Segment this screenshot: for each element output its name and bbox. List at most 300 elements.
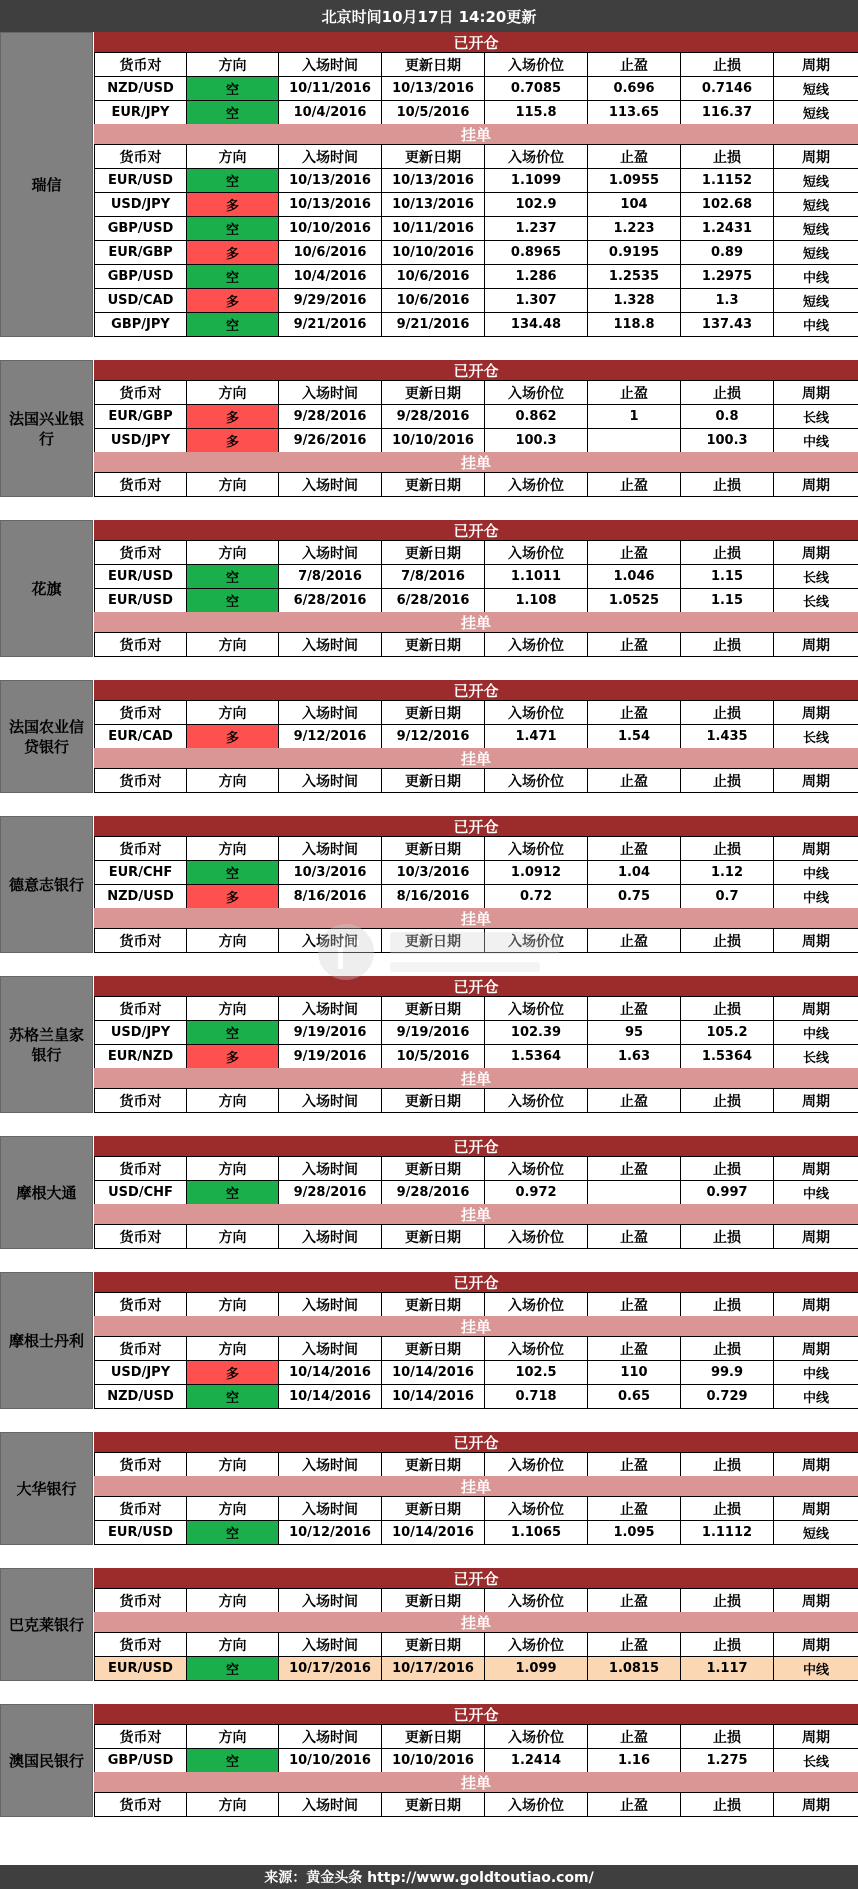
table-row <box>94 884 858 908</box>
cell-stop-loss: 99.9 <box>680 1360 774 1385</box>
table-header-row <box>94 52 858 76</box>
header-entry-price: 入场价位 <box>484 996 588 1021</box>
header-direction: 方向 <box>186 996 279 1021</box>
source-footer: 来源：黄金头条 http://www.goldtoutiao.com/ <box>0 1865 858 1889</box>
table-row <box>94 168 858 192</box>
cell-pair: USD/JPY <box>94 1360 187 1385</box>
cell-take-profit: 118.8 <box>587 312 681 337</box>
cell-direction: 多 <box>186 428 279 453</box>
cell-period: 短线 <box>773 1520 858 1545</box>
cell-stop-loss: 102.68 <box>680 192 774 217</box>
header-update-date: 更新日期 <box>381 632 485 657</box>
header-stop-loss: 止损 <box>680 380 774 405</box>
open-positions-header: 已开仓 <box>94 1432 858 1452</box>
header-update-date: 更新日期 <box>381 380 485 405</box>
header-take-profit: 止盈 <box>587 1632 681 1657</box>
header-period: 周期 <box>773 1452 858 1477</box>
pending-orders-header: 挂单 <box>94 124 858 144</box>
header-update-date: 更新日期 <box>381 700 485 725</box>
cell-direction: 空 <box>186 860 279 885</box>
header-period: 周期 <box>773 1292 858 1317</box>
cell-period: 短线 <box>773 240 858 265</box>
cell-direction: 多 <box>186 884 279 909</box>
cell-direction: 空 <box>186 1520 279 1545</box>
table-row <box>94 1656 858 1680</box>
cell-take-profit: 1.328 <box>587 288 681 313</box>
cell-take-profit: 1.2535 <box>587 264 681 289</box>
bank-name: 花旗 <box>0 520 93 657</box>
table-row <box>94 724 858 748</box>
header-stop-loss: 止损 <box>680 1452 774 1477</box>
header-entry-time: 入场时间 <box>278 1632 382 1657</box>
header-entry-time: 入场时间 <box>278 1336 382 1361</box>
cell-update-date: 10/6/2016 <box>381 264 485 289</box>
header-entry-time: 入场时间 <box>278 1792 382 1817</box>
header-entry-time: 入场时间 <box>278 1452 382 1477</box>
pending-orders-header: 挂单 <box>94 908 858 928</box>
table-row <box>94 76 858 100</box>
header-update-date: 更新日期 <box>381 1452 485 1477</box>
header-update-date: 更新日期 <box>381 1156 485 1181</box>
header-update-date: 更新日期 <box>381 1724 485 1749</box>
cell-pair: EUR/USD <box>94 1520 187 1545</box>
cell-update-date: 10/11/2016 <box>381 216 485 241</box>
cell-entry-time: 9/12/2016 <box>278 724 382 749</box>
cell-entry-price: 100.3 <box>484 428 588 453</box>
cell-period: 中线 <box>773 264 858 289</box>
table-header-row <box>94 1452 858 1476</box>
header-direction: 方向 <box>186 836 279 861</box>
cell-update-date: 10/10/2016 <box>381 1748 485 1773</box>
header-pair: 货币对 <box>94 1088 187 1113</box>
header-direction: 方向 <box>186 144 279 169</box>
cell-entry-time: 9/19/2016 <box>278 1020 382 1045</box>
cell-take-profit <box>587 1180 681 1205</box>
cell-direction: 多 <box>186 724 279 749</box>
bank-name: 瑞信 <box>0 32 93 337</box>
header-pair: 货币对 <box>94 144 187 169</box>
header-pair: 货币对 <box>94 1292 187 1317</box>
header-take-profit: 止盈 <box>587 1156 681 1181</box>
table-row <box>94 1044 858 1068</box>
header-stop-loss: 止损 <box>680 768 774 793</box>
header-take-profit: 止盈 <box>587 836 681 861</box>
pending-orders-header: 挂单 <box>94 1612 858 1632</box>
header-entry-time: 入场时间 <box>278 1724 382 1749</box>
bank-name: 澳国民银行 <box>0 1704 93 1817</box>
pending-orders-header: 挂单 <box>94 1476 858 1496</box>
header-period: 周期 <box>773 1156 858 1181</box>
table-row <box>94 100 858 124</box>
cell-take-profit: 0.696 <box>587 76 681 101</box>
header-entry-price: 入场价位 <box>484 472 588 497</box>
cell-period: 长线 <box>773 1748 858 1773</box>
cell-period: 中线 <box>773 1360 858 1385</box>
header-pair: 货币对 <box>94 1224 187 1249</box>
header-stop-loss: 止损 <box>680 1632 774 1657</box>
header-entry-price: 入场价位 <box>484 144 588 169</box>
header-period: 周期 <box>773 1088 858 1113</box>
cell-stop-loss: 1.117 <box>680 1656 774 1681</box>
header-update-date: 更新日期 <box>381 836 485 861</box>
cell-entry-time: 10/11/2016 <box>278 76 382 101</box>
header-update-date: 更新日期 <box>381 928 485 953</box>
header-period: 周期 <box>773 1724 858 1749</box>
cell-period: 中线 <box>773 1020 858 1045</box>
header-entry-time: 入场时间 <box>278 52 382 77</box>
cell-stop-loss: 1.2431 <box>680 216 774 241</box>
cell-pair: EUR/GBP <box>94 404 187 429</box>
cell-entry-price: 1.2414 <box>484 1748 588 1773</box>
table-row <box>94 288 858 312</box>
header-direction: 方向 <box>186 380 279 405</box>
header-pair: 货币对 <box>94 472 187 497</box>
bank-name: 摩根士丹利 <box>0 1272 93 1409</box>
pending-orders-header: 挂单 <box>94 1772 858 1792</box>
table-row <box>94 216 858 240</box>
cell-entry-time: 10/10/2016 <box>278 1748 382 1773</box>
cell-update-date: 10/13/2016 <box>381 168 485 193</box>
cell-direction: 空 <box>186 1384 279 1409</box>
header-take-profit: 止盈 <box>587 1792 681 1817</box>
cell-entry-time: 10/6/2016 <box>278 240 382 265</box>
header-stop-loss: 止损 <box>680 1156 774 1181</box>
cell-pair: USD/CAD <box>94 288 187 313</box>
cell-direction: 空 <box>186 1748 279 1773</box>
header-stop-loss: 止损 <box>680 1792 774 1817</box>
cell-entry-time: 9/19/2016 <box>278 1044 382 1069</box>
cell-direction: 多 <box>186 240 279 265</box>
open-positions-header: 已开仓 <box>94 32 858 52</box>
header-direction: 方向 <box>186 1588 279 1613</box>
header-take-profit: 止盈 <box>587 1292 681 1317</box>
header-direction: 方向 <box>186 700 279 725</box>
header-take-profit: 止盈 <box>587 700 681 725</box>
header-stop-loss: 止损 <box>680 52 774 77</box>
cell-entry-time: 10/17/2016 <box>278 1656 382 1681</box>
cell-entry-price: 0.8965 <box>484 240 588 265</box>
cell-pair: EUR/USD <box>94 168 187 193</box>
cell-stop-loss: 0.7 <box>680 884 774 909</box>
cell-take-profit <box>587 428 681 453</box>
header-entry-time: 入场时间 <box>278 1224 382 1249</box>
bank-name: 巴克莱银行 <box>0 1568 93 1681</box>
cell-update-date: 10/13/2016 <box>381 76 485 101</box>
header-entry-time: 入场时间 <box>278 1588 382 1613</box>
cell-pair: EUR/NZD <box>94 1044 187 1069</box>
cell-take-profit: 1.046 <box>587 564 681 589</box>
pending-orders-header: 挂单 <box>94 1316 858 1336</box>
cell-update-date: 10/14/2016 <box>381 1384 485 1409</box>
cell-pair: NZD/USD <box>94 884 187 909</box>
cell-pair: GBP/USD <box>94 1748 187 1773</box>
cell-entry-time: 10/13/2016 <box>278 168 382 193</box>
header-update-date: 更新日期 <box>381 1496 485 1521</box>
header-pair: 货币对 <box>94 996 187 1021</box>
cell-entry-price: 1.471 <box>484 724 588 749</box>
cell-pair: USD/JPY <box>94 428 187 453</box>
cell-entry-price: 1.5364 <box>484 1044 588 1069</box>
table-row <box>94 1360 858 1384</box>
header-pair: 货币对 <box>94 380 187 405</box>
header-direction: 方向 <box>186 540 279 565</box>
cell-entry-price: 1.1011 <box>484 564 588 589</box>
header-take-profit: 止盈 <box>587 472 681 497</box>
cell-entry-time: 10/3/2016 <box>278 860 382 885</box>
header-period: 周期 <box>773 700 858 725</box>
cell-period: 短线 <box>773 288 858 313</box>
header-stop-loss: 止损 <box>680 472 774 497</box>
header-take-profit: 止盈 <box>587 1724 681 1749</box>
cell-take-profit: 104 <box>587 192 681 217</box>
header-take-profit: 止盈 <box>587 632 681 657</box>
cell-stop-loss: 0.89 <box>680 240 774 265</box>
cell-entry-price: 115.8 <box>484 100 588 125</box>
cell-pair: NZD/USD <box>94 76 187 101</box>
header-take-profit: 止盈 <box>587 1496 681 1521</box>
header-entry-time: 入场时间 <box>278 768 382 793</box>
cell-stop-loss: 1.1152 <box>680 168 774 193</box>
header-pair: 货币对 <box>94 1496 187 1521</box>
bank-name: 摩根大通 <box>0 1136 93 1249</box>
cell-update-date: 8/16/2016 <box>381 884 485 909</box>
cell-take-profit: 1.0525 <box>587 588 681 613</box>
header-period: 周期 <box>773 768 858 793</box>
cell-direction: 多 <box>186 192 279 217</box>
table-header-row <box>94 1724 858 1748</box>
cell-take-profit: 0.75 <box>587 884 681 909</box>
open-positions-header: 已开仓 <box>94 816 858 836</box>
cell-take-profit: 1.095 <box>587 1520 681 1545</box>
cell-period: 短线 <box>773 100 858 125</box>
cell-pair: USD/CHF <box>94 1180 187 1205</box>
cell-entry-price: 1.108 <box>484 588 588 613</box>
header-update-date: 更新日期 <box>381 540 485 565</box>
cell-direction: 空 <box>186 312 279 337</box>
open-positions-header: 已开仓 <box>94 976 858 996</box>
table-row <box>94 240 858 264</box>
cell-stop-loss: 116.37 <box>680 100 774 125</box>
header-take-profit: 止盈 <box>587 144 681 169</box>
cell-entry-time: 9/21/2016 <box>278 312 382 337</box>
table-row <box>94 428 858 452</box>
cell-take-profit: 1.0815 <box>587 1656 681 1681</box>
header-entry-price: 入场价位 <box>484 928 588 953</box>
header-stop-loss: 止损 <box>680 1496 774 1521</box>
cell-direction: 空 <box>186 264 279 289</box>
cell-period: 中线 <box>773 428 858 453</box>
cell-entry-time: 10/4/2016 <box>278 264 382 289</box>
table-header-row <box>94 1792 858 1816</box>
bank-name: 大华银行 <box>0 1432 93 1545</box>
header-entry-price: 入场价位 <box>484 1588 588 1613</box>
cell-direction: 空 <box>186 76 279 101</box>
table-row <box>94 1180 858 1204</box>
cell-entry-time: 6/28/2016 <box>278 588 382 613</box>
cell-take-profit: 0.65 <box>587 1384 681 1409</box>
table-row <box>94 1520 858 1544</box>
header-pair: 货币对 <box>94 1336 187 1361</box>
header-direction: 方向 <box>186 1224 279 1249</box>
header-direction: 方向 <box>186 1156 279 1181</box>
table-header-row <box>94 1632 858 1656</box>
cell-entry-time: 10/13/2016 <box>278 192 382 217</box>
cell-update-date: 10/14/2016 <box>381 1360 485 1385</box>
header-pair: 货币对 <box>94 836 187 861</box>
cell-pair: USD/JPY <box>94 192 187 217</box>
header-period: 周期 <box>773 1792 858 1817</box>
header-update-date: 更新日期 <box>381 1336 485 1361</box>
cell-period: 中线 <box>773 884 858 909</box>
cell-entry-price: 102.9 <box>484 192 588 217</box>
header-update-date: 更新日期 <box>381 1088 485 1113</box>
header-direction: 方向 <box>186 1632 279 1657</box>
header-entry-time: 入场时间 <box>278 836 382 861</box>
cell-direction: 空 <box>186 168 279 193</box>
header-stop-loss: 止损 <box>680 1588 774 1613</box>
table-row <box>94 1748 858 1772</box>
cell-stop-loss: 1.12 <box>680 860 774 885</box>
cell-stop-loss: 105.2 <box>680 1020 774 1045</box>
cell-stop-loss: 1.275 <box>680 1748 774 1773</box>
cell-direction: 空 <box>186 1020 279 1045</box>
cell-take-profit: 110 <box>587 1360 681 1385</box>
header-stop-loss: 止损 <box>680 1224 774 1249</box>
table-header-row <box>94 1224 858 1248</box>
cell-stop-loss: 0.997 <box>680 1180 774 1205</box>
open-positions-header: 已开仓 <box>94 1136 858 1156</box>
header-take-profit: 止盈 <box>587 1336 681 1361</box>
header-entry-time: 入场时间 <box>278 540 382 565</box>
header-entry-price: 入场价位 <box>484 1792 588 1817</box>
header-direction: 方向 <box>186 632 279 657</box>
header-entry-time: 入场时间 <box>278 928 382 953</box>
header-update-date: 更新日期 <box>381 1588 485 1613</box>
cell-update-date: 10/10/2016 <box>381 428 485 453</box>
cell-entry-time: 7/8/2016 <box>278 564 382 589</box>
header-direction: 方向 <box>186 1336 279 1361</box>
header-stop-loss: 止损 <box>680 540 774 565</box>
cell-pair: EUR/JPY <box>94 100 187 125</box>
cell-update-date: 7/8/2016 <box>381 564 485 589</box>
cell-stop-loss: 137.43 <box>680 312 774 337</box>
header-take-profit: 止盈 <box>587 52 681 77</box>
cell-update-date: 6/28/2016 <box>381 588 485 613</box>
cell-update-date: 9/28/2016 <box>381 1180 485 1205</box>
cell-pair: EUR/USD <box>94 588 187 613</box>
cell-entry-time: 10/14/2016 <box>278 1384 382 1409</box>
header-direction: 方向 <box>186 768 279 793</box>
header-take-profit: 止盈 <box>587 540 681 565</box>
cell-update-date: 9/21/2016 <box>381 312 485 337</box>
cell-entry-time: 9/29/2016 <box>278 288 382 313</box>
table-header-row <box>94 1496 858 1520</box>
table-header-row <box>94 1292 858 1316</box>
table-header-row <box>94 472 858 496</box>
header-period: 周期 <box>773 540 858 565</box>
table-header-row <box>94 380 858 404</box>
cell-pair: USD/JPY <box>94 1020 187 1045</box>
cell-period: 短线 <box>773 192 858 217</box>
cell-entry-time: 9/26/2016 <box>278 428 382 453</box>
header-pair: 货币对 <box>94 1724 187 1749</box>
cell-update-date: 10/14/2016 <box>381 1520 485 1545</box>
cell-stop-loss: 1.435 <box>680 724 774 749</box>
cell-stop-loss: 1.15 <box>680 564 774 589</box>
cell-direction: 多 <box>186 288 279 313</box>
header-entry-price: 入场价位 <box>484 52 588 77</box>
cell-entry-time: 10/12/2016 <box>278 1520 382 1545</box>
cell-direction: 空 <box>186 1180 279 1205</box>
table-header-row <box>94 144 858 168</box>
header-period: 周期 <box>773 1224 858 1249</box>
bank-name: 法国农业信贷银行 <box>0 680 93 793</box>
cell-period: 短线 <box>773 76 858 101</box>
cell-direction: 空 <box>186 216 279 241</box>
header-take-profit: 止盈 <box>587 1224 681 1249</box>
cell-direction: 空 <box>186 1656 279 1681</box>
header-take-profit: 止盈 <box>587 928 681 953</box>
page-title: 北京时间10月17日 14:20更新 <box>0 0 858 32</box>
header-period: 周期 <box>773 1588 858 1613</box>
table-header-row <box>94 632 858 656</box>
cell-period: 中线 <box>773 1656 858 1681</box>
header-period: 周期 <box>773 996 858 1021</box>
header-direction: 方向 <box>186 52 279 77</box>
cell-pair: NZD/USD <box>94 1384 187 1409</box>
table-header-row <box>94 996 858 1020</box>
cell-entry-time: 8/16/2016 <box>278 884 382 909</box>
pending-orders-header: 挂单 <box>94 612 858 632</box>
header-pair: 货币对 <box>94 700 187 725</box>
header-update-date: 更新日期 <box>381 472 485 497</box>
header-period: 周期 <box>773 632 858 657</box>
cell-entry-price: 102.39 <box>484 1020 588 1045</box>
cell-direction: 多 <box>186 1044 279 1069</box>
table-row <box>94 588 858 612</box>
cell-entry-price: 1.237 <box>484 216 588 241</box>
header-entry-time: 入场时间 <box>278 1496 382 1521</box>
header-take-profit: 止盈 <box>587 768 681 793</box>
cell-period: 中线 <box>773 1180 858 1205</box>
bank-name: 苏格兰皇家银行 <box>0 976 93 1113</box>
header-entry-price: 入场价位 <box>484 540 588 565</box>
cell-stop-loss: 1.1112 <box>680 1520 774 1545</box>
cell-update-date: 9/12/2016 <box>381 724 485 749</box>
open-positions-header: 已开仓 <box>94 1568 858 1588</box>
cell-period: 短线 <box>773 216 858 241</box>
header-stop-loss: 止损 <box>680 700 774 725</box>
cell-take-profit: 1.223 <box>587 216 681 241</box>
table-header-row <box>94 1336 858 1360</box>
open-positions-header: 已开仓 <box>94 1704 858 1724</box>
table-row <box>94 860 858 884</box>
table-header-row <box>94 836 858 860</box>
header-take-profit: 止盈 <box>587 380 681 405</box>
table-row <box>94 192 858 216</box>
open-positions-header: 已开仓 <box>94 680 858 700</box>
header-pair: 货币对 <box>94 1792 187 1817</box>
cell-entry-price: 0.862 <box>484 404 588 429</box>
header-stop-loss: 止损 <box>680 1724 774 1749</box>
cell-entry-price: 0.7085 <box>484 76 588 101</box>
header-direction: 方向 <box>186 472 279 497</box>
open-positions-header: 已开仓 <box>94 360 858 380</box>
cell-pair: EUR/USD <box>94 1656 187 1681</box>
cell-period: 短线 <box>773 168 858 193</box>
header-pair: 货币对 <box>94 540 187 565</box>
header-period: 周期 <box>773 1336 858 1361</box>
